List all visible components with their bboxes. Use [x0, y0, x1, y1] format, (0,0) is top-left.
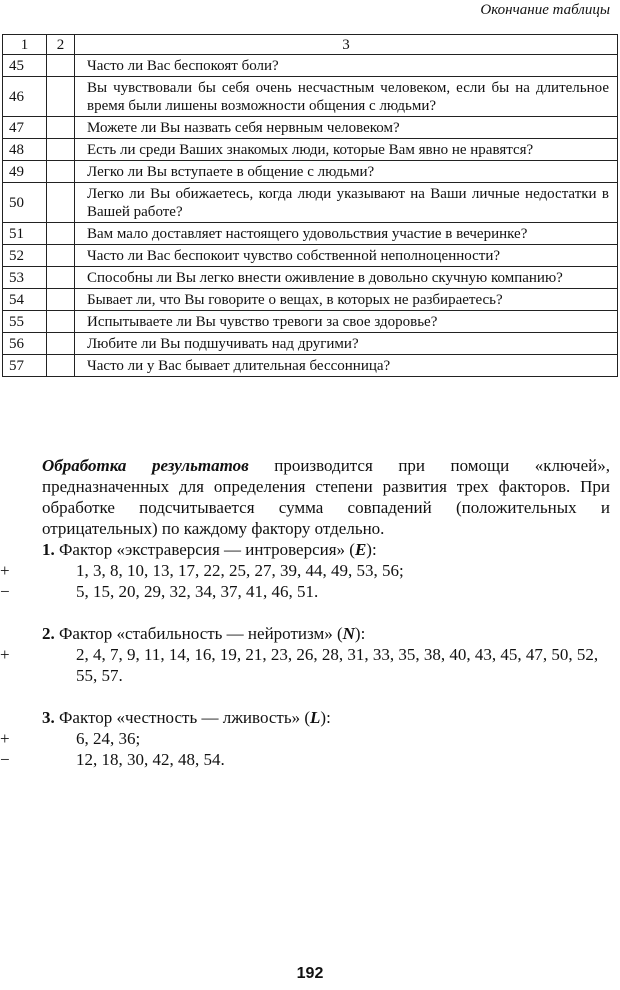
question-text: Можете ли Вы назвать себя нервным человеком?: [75, 117, 618, 139]
answer-cell: [47, 77, 75, 117]
answer-cell: [47, 311, 75, 333]
question-text: Легко ли Вы обижаетесь, когда люди указывают на Ваши личные недостатки в Вашей работе?: [75, 183, 618, 223]
question-number: 56: [3, 333, 47, 355]
answer-cell: [47, 333, 75, 355]
answer-cell: [47, 355, 75, 377]
factor-letter: L: [310, 708, 321, 727]
question-text: Часто ли Вас беспокоят боли?: [75, 55, 618, 77]
processing-lead: Обработка результатов: [42, 456, 249, 475]
question-number: 48: [3, 139, 47, 161]
negative-key-row: [0, 749, 610, 770]
positive-key-row: [0, 644, 610, 686]
factor-number: 2.: [42, 624, 55, 643]
table-header-row: [3, 35, 618, 55]
question-text: Часто ли у Вас бывает длительная бессонница?: [75, 355, 618, 377]
factor-close: ):: [320, 708, 331, 727]
question-number: 45: [3, 55, 47, 77]
column-header-3: 3: [75, 35, 618, 55]
factor-2: [0, 623, 610, 686]
table-row: [3, 245, 618, 267]
positive-key-row: [0, 560, 610, 581]
page-number: 192: [296, 965, 324, 982]
question-text: Любите ли Вы подшучивать над другими?: [75, 333, 618, 355]
table-row: [3, 139, 618, 161]
answer-cell: [47, 117, 75, 139]
answer-cell: [47, 183, 75, 223]
question-text: Вы чувствовали бы себя очень несчастным человеком, если бы на длительное время были лишены возможности общения с людьми?: [75, 77, 618, 117]
table-row: [3, 355, 618, 377]
factor-1: [0, 539, 610, 602]
factor-title: Фактор «экстраверсия — интроверсия» (: [54, 540, 355, 559]
table-row: [3, 289, 618, 311]
processing-paragraph: [42, 455, 610, 539]
answer-cell: [47, 267, 75, 289]
question-number: 51: [3, 223, 47, 245]
negative-key-items: 12, 18, 30, 42, 48, 54.: [76, 750, 225, 769]
factor-number: 1.: [42, 540, 55, 559]
answer-cell: [47, 139, 75, 161]
processing-section: [0, 455, 610, 770]
factor-3: [0, 707, 610, 770]
positive-key-row: [0, 728, 610, 749]
positive-key-items: 2, 4, 7, 9, 11, 14, 16, 19, 21, 23, 26, 28, 31, 33, 35, 38, 40, 43, 45, 47, 50, 52, 55, 57.: [76, 645, 599, 685]
negative-key-items: 5, 15, 20, 29, 32, 34, 37, 41, 46, 51.: [76, 582, 319, 601]
column-header-1: 1: [3, 35, 47, 55]
factor-close: ):: [366, 540, 377, 559]
question-number: 46: [3, 77, 47, 117]
plus-sign: +: [0, 729, 10, 748]
question-text: Легко ли Вы вступаете в общение с людьми?: [75, 161, 618, 183]
questionnaire-table: [2, 34, 618, 377]
question-text: Есть ли среди Ваших знакомых люди, которые Вам явно не нравятся?: [75, 139, 618, 161]
table-row: [3, 77, 618, 117]
answer-cell: [47, 223, 75, 245]
table-row: [3, 333, 618, 355]
factor-letter: N: [342, 624, 355, 643]
table-row: [3, 267, 618, 289]
factor-close: ):: [354, 624, 366, 643]
column-header-2: 2: [47, 35, 75, 55]
negative-key-row: [0, 581, 610, 602]
factor-number: 3.: [42, 708, 55, 727]
question-text: Бывает ли, что Вы говорите о вещах, в которых не разбираетесь?: [75, 289, 618, 311]
processing-text: производится при помощи «ключей», предназначенных для определения степени развития трех факторов. При обработке подсчитывается сумма совпадений (положительных и отрицательных) по каждому фактору отдельно.: [42, 456, 610, 538]
plus-sign: +: [0, 645, 10, 664]
table-row: [3, 117, 618, 139]
question-number: 55: [3, 311, 47, 333]
answer-cell: [47, 55, 75, 77]
question-text: Вам мало доставляет настоящего удовольствия участие в вечеринке?: [75, 223, 618, 245]
question-number: 57: [3, 355, 47, 377]
positive-key-items: 6, 24, 36;: [76, 729, 141, 748]
answer-cell: [47, 289, 75, 311]
factor-title: Фактор «стабильность — нейротизм» (: [54, 624, 343, 643]
factor-letter: E: [354, 540, 367, 559]
table-row: [3, 161, 618, 183]
table-continuation-caption: Окончание таблицы: [480, 2, 610, 18]
positive-key-items: 1, 3, 8, 10, 13, 17, 22, 25, 27, 39, 44, 49, 53, 56;: [76, 561, 404, 580]
plus-sign: +: [0, 561, 10, 580]
answer-cell: [47, 245, 75, 267]
question-number: 47: [3, 117, 47, 139]
question-number: 50: [3, 183, 47, 223]
minus-sign: −: [0, 750, 10, 769]
answer-cell: [47, 161, 75, 183]
question-number: 49: [3, 161, 47, 183]
question-text: Часто ли Вас беспокоит чувство собственной неполноценности?: [75, 245, 618, 267]
table-row: [3, 223, 618, 245]
question-number: 54: [3, 289, 47, 311]
question-number: 53: [3, 267, 47, 289]
table-row: [3, 55, 618, 77]
factor-title: Фактор «честность — лживость» (: [54, 708, 311, 727]
table-row: [3, 183, 618, 223]
table-row: [3, 311, 618, 333]
question-text: Способны ли Вы легко внести оживление в довольно скучную компанию?: [75, 267, 618, 289]
question-number: 52: [3, 245, 47, 267]
question-text: Испытываете ли Вы чувство тревоги за свое здоровье?: [75, 311, 618, 333]
minus-sign: −: [0, 582, 10, 601]
